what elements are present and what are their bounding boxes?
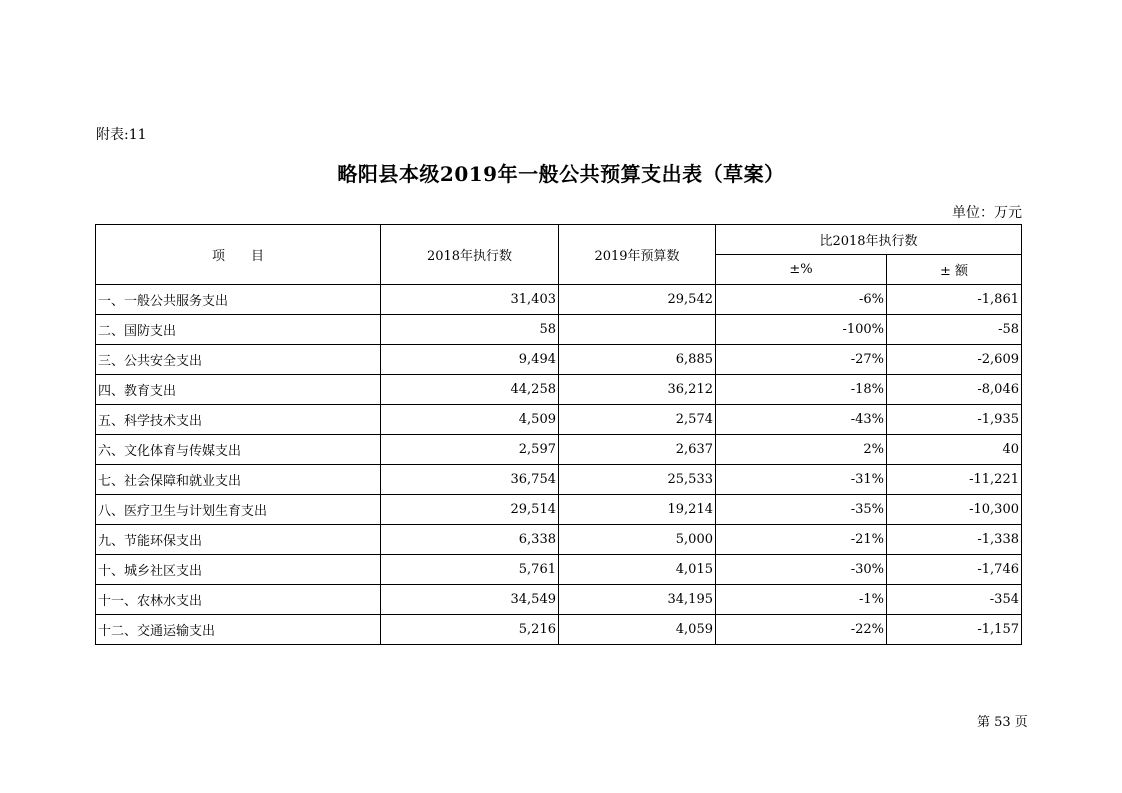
table-body — [96, 285, 1022, 645]
table-row — [96, 495, 1022, 525]
row-item-name: 九、节能环保支出 — [96, 525, 381, 555]
table-row — [96, 465, 1022, 495]
row-percent-change: -100% — [716, 315, 887, 345]
row-budget-2019: 6,885 — [559, 345, 716, 375]
appendix-label: 附表:11 — [96, 127, 147, 143]
row-exec-2018: 44,258 — [381, 375, 559, 405]
row-budget-2019: 34,195 — [559, 585, 716, 615]
row-item-name: 三、公共安全支出 — [96, 345, 381, 375]
row-amount-change: -2,609 — [887, 345, 1022, 375]
page-number: 第 53 页 — [977, 715, 1028, 730]
table-row — [96, 435, 1022, 465]
row-percent-change: -18% — [716, 375, 887, 405]
row-item-name: 二、国防支出 — [96, 315, 381, 345]
row-percent-change: -6% — [716, 285, 887, 315]
header-exec-2018: 2018年执行数 — [381, 225, 559, 285]
row-budget-2019: 2,637 — [559, 435, 716, 465]
table-row — [96, 585, 1022, 615]
row-item-name: 一、一般公共服务支出 — [96, 285, 381, 315]
row-budget-2019: 25,533 — [559, 465, 716, 495]
row-budget-2019: 36,212 — [559, 375, 716, 405]
row-exec-2018: 6,338 — [381, 525, 559, 555]
row-amount-change: 40 — [887, 435, 1022, 465]
row-exec-2018: 29,514 — [381, 495, 559, 525]
header-budget-2019: 2019年预算数 — [559, 225, 716, 285]
row-item-name: 四、教育支出 — [96, 375, 381, 405]
table-row — [96, 285, 1022, 315]
row-exec-2018: 36,754 — [381, 465, 559, 495]
row-percent-change: -21% — [716, 525, 887, 555]
row-amount-change: -1,861 — [887, 285, 1022, 315]
row-amount-change: -1,338 — [887, 525, 1022, 555]
row-amount-change: -1,746 — [887, 555, 1022, 585]
row-item-name: 十、城乡社区支出 — [96, 555, 381, 585]
table-row — [96, 555, 1022, 585]
row-item-name: 十二、交通运输支出 — [96, 615, 381, 645]
header-compare-2018: 比2018年执行数 — [716, 225, 1022, 255]
table-row — [96, 525, 1022, 555]
table-row — [96, 315, 1022, 345]
row-exec-2018: 31,403 — [381, 285, 559, 315]
row-amount-change: -11,221 — [887, 465, 1022, 495]
table-row — [96, 345, 1022, 375]
row-percent-change: -43% — [716, 405, 887, 435]
row-percent-change: -30% — [716, 555, 887, 585]
row-amount-change: -1,157 — [887, 615, 1022, 645]
row-exec-2018: 4,509 — [381, 405, 559, 435]
row-budget-2019: 2,574 — [559, 405, 716, 435]
row-amount-change: -10,300 — [887, 495, 1022, 525]
row-exec-2018: 34,549 — [381, 585, 559, 615]
row-item-name: 八、医疗卫生与计划生育支出 — [96, 495, 381, 525]
row-budget-2019: 4,059 — [559, 615, 716, 645]
table-row — [96, 405, 1022, 435]
row-percent-change: -35% — [716, 495, 887, 525]
row-percent-change: -27% — [716, 345, 887, 375]
header-amount-change: ± 额 — [887, 255, 1022, 285]
header-row-top — [96, 225, 1022, 255]
row-exec-2018: 5,216 — [381, 615, 559, 645]
row-percent-change: -22% — [716, 615, 887, 645]
header-percent-change: ±% — [716, 255, 887, 285]
row-amount-change: -354 — [887, 585, 1022, 615]
row-exec-2018: 58 — [381, 315, 559, 345]
row-budget-2019 — [559, 315, 716, 345]
row-budget-2019: 5,000 — [559, 525, 716, 555]
row-item-name: 十一、农林水支出 — [96, 585, 381, 615]
header-item: 项 目 — [96, 225, 381, 285]
row-item-name: 五、科学技术支出 — [96, 405, 381, 435]
row-item-name: 七、社会保障和就业支出 — [96, 465, 381, 495]
row-amount-change: -8,046 — [887, 375, 1022, 405]
table-row — [96, 375, 1022, 405]
row-amount-change: -1,935 — [887, 405, 1022, 435]
budget-table — [95, 224, 1022, 645]
row-item-name: 六、文化体育与传媒支出 — [96, 435, 381, 465]
row-exec-2018: 5,761 — [381, 555, 559, 585]
table-header — [96, 225, 1022, 285]
row-budget-2019: 19,214 — [559, 495, 716, 525]
row-budget-2019: 4,015 — [559, 555, 716, 585]
row-exec-2018: 9,494 — [381, 345, 559, 375]
page-title: 略阳县本级2019年一般公共预算支出表（草案） — [337, 162, 785, 186]
table-row — [96, 615, 1022, 645]
row-percent-change: -31% — [716, 465, 887, 495]
unit-label: 单位：万元 — [952, 205, 1022, 221]
row-percent-change: -1% — [716, 585, 887, 615]
row-amount-change: -58 — [887, 315, 1022, 345]
row-exec-2018: 2,597 — [381, 435, 559, 465]
row-percent-change: 2% — [716, 435, 887, 465]
row-budget-2019: 29,542 — [559, 285, 716, 315]
